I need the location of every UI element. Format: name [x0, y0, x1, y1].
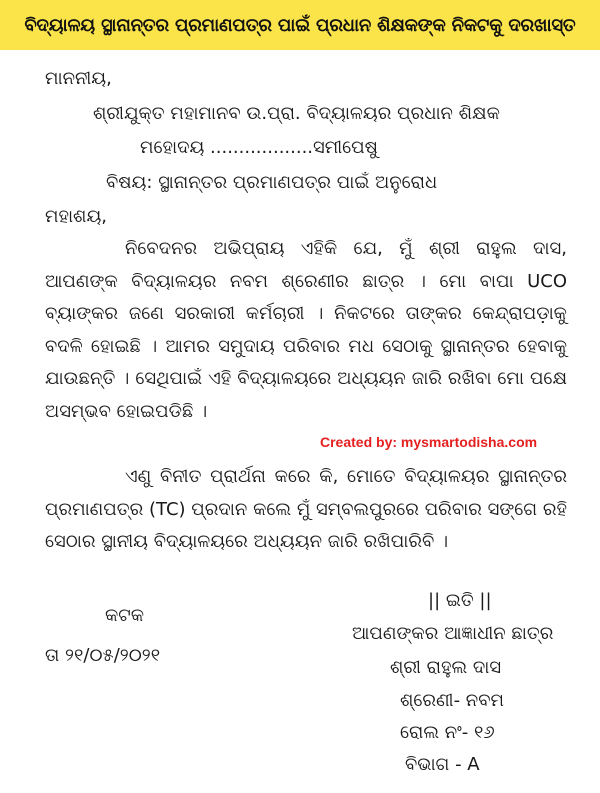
greeting: ମହାଶୟ,	[45, 206, 108, 227]
signature-class: ଶ୍ରେଣୀ- ନବମ	[400, 690, 504, 711]
header-banner	[0, 0, 600, 50]
place: କଟକ	[105, 605, 145, 626]
body-paragraph-2	[45, 461, 567, 559]
recipient-line-1: ଶ୍ରୀଯୁକ୍ତ ମହାମାନବ ଉ.ପ୍ରା. ବିଦ୍ୟାଳୟର ପ୍ରଧାନ ଶିକ୍ଷକ	[93, 103, 500, 124]
recipient-line-2: ମହୋଦୟ ..................ସମୀପେଷୁ	[140, 137, 378, 158]
date: ତା ୨୧/୦୫/୨୦୨୧	[45, 645, 161, 666]
signature-line-1: ଆପଣଙ୍କର ଆଜ୍ଞାଧୀନ ଛାତ୍ର	[352, 623, 554, 644]
body-paragraph-1	[45, 233, 567, 428]
signature-roll: ରୋଲ ନଂ- ୧୬	[400, 722, 495, 743]
closing-iti: || ଇତି ||	[428, 590, 492, 611]
subject-line: ବିଷୟ: ସ୍ଥାନାନ୍ତର ପ୍ରମାଣପତ୍ର ପାଇଁ ଅନୁରୋଧ	[106, 172, 438, 193]
paragraph-2-text: ଏଣୁ ବିନୀତ ପ୍ରାର୍ଥନା କରେ କି, ମୋତେ ବିଦ୍ୟାଳୟର ସ୍ଥାନାନ୍ତର ପ୍ରମାଣପତ୍ର (TC) ପ୍ରଦାନ କଲେ ମୁଁ ସମ୍ବଲପୁରରେ ପରିବାର ସଙ୍ଗେ ରହି ସେଠାର ସ୍ଥାନୀୟ ବିଦ୍ୟାଳୟରେ ଅଧ୍ୟୟନ ଜାରି ରଖିପାରିବି ।	[45, 466, 567, 552]
signature-name: ଶ୍ରୀ ରାହୁଲ ଦାସ	[390, 657, 502, 678]
signature-section: ବିଭାଗ - A	[405, 754, 480, 775]
salutation: ମାନନୀୟ,	[45, 68, 112, 89]
paragraph-1-text: ନିବେଦନର ଅଭିପ୍ରାୟ ଏହିକି ଯେ, ମୁଁ ଶ୍ରୀ ରାହୁଲ ଦାସ, ଆପଣଙ୍କ ବିଦ୍ୟାଳୟର ନବମ ଶ୍ରେଣୀର ଛାତ୍ର । ମୋ ବାପା UCO ବ୍ୟାଙ୍କର ଜଣେ ସରକାରୀ କର୍ମଚାରୀ । ନିକଟରେ ତାଙ୍କର କେନ୍ଦ୍ରାପଡ଼ାକୁ ବଦଳି ହୋଇଛି । ଆମର ସମୁଦାୟ ପରିବାର ମଧ ସେଠାକୁ ସ୍ଥାନାନ୍ତର ହେବାକୁ ଯାଉଛନ୍ତି । ସେଥିପାଇଁ ଏହି ବିଦ୍ୟାଳୟରେ ଅଧ୍ୟୟନ ଜାରି ରଖିବା ମୋ ପକ୍ଷେ ଅସମ୍ଭବ ହୋଇପଡିଛି ।	[45, 238, 567, 422]
page-title: ବିଦ୍ୟାଳୟ ସ୍ଥାନାନ୍ତର ପ୍ରମାଣପତ୍ର ପାଇଁ ପ୍ରଧାନ ଶିକ୍ଷକଙ୍କ ନିକଟକୁ ଦରଖାସ୍ତ	[24, 14, 576, 36]
watermark-credit: Created by: mysmartodisha.com	[320, 434, 538, 450]
